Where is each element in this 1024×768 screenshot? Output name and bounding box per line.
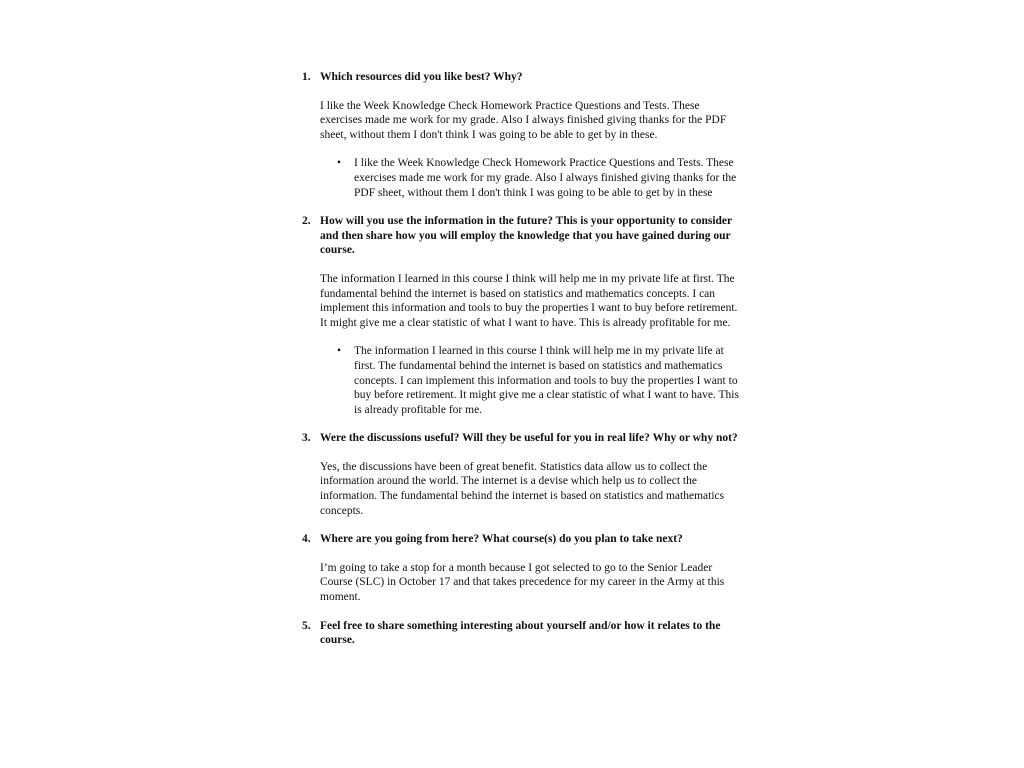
question-item-1 [300,70,740,200]
question-item-2 [300,214,740,417]
question-number: 3. [302,432,311,445]
bullet-icon: • [337,157,342,170]
question-number: 2. [302,215,311,228]
question-number: 5. [302,619,311,632]
answer-paragraph: I like the Week Knowledge Check Homework Practice Questions and Tests. These exercises made me work for my grade. Also I always finished giving thanks for the PDF sheet, without them I don't think I was going to be able to get by in these. [320,99,727,141]
question-number: 1. [302,71,311,83]
question-item-5 [300,619,740,648]
bullet-text: The information I learned in this course I think will help me in my private life at first. The fundamental behind the internet is based on statistics and mathematics concepts. I can implement this information and tools to buy the properties I want to buy before retirement. It might give me a clear statistic of what I want to have. This is already profitable for me. [354,345,739,416]
question-item-3 [300,431,740,518]
answer-bullet [337,156,740,200]
question-text: Were the discussions useful? Will they be useful for you in real life? Why or why not? [320,432,738,445]
document-content [300,70,740,648]
answer-bullet [337,344,740,417]
answer-paragraph: I’m going to take a stop for a month because I got selected to go to the Senior Leader Course (SLC) in October 17 and that takes precedence for my career in the Army at this moment. [320,561,725,604]
question-item-4 [300,532,740,604]
question-number: 4. [302,533,311,546]
question-text: Feel free to share something interesting about yourself and/or how it relates to the course. [320,619,721,647]
question-text: How will you use the information in the future? This is your opportunity to consider and then share how you will employ the knowledge that you have gained during our course. [320,215,732,257]
bullet-text: I like the Week Knowledge Check Homework Practice Questions and Tests. These exercises made me work for my grade. Also I always finished giving thanks for the PDF sheet, without them I don't think I was going to be able to get by in these [354,157,737,199]
answer-paragraph: The information I learned in this course I think will help me in my private life at first. The fundamental behind the internet is based on statistics and mathematics concepts. I can implement this information and tools to buy the properties I want to buy before retirement. It might give me a clear statistic of what I want to have. This is already profitable for me. [320,272,738,329]
answer-paragraph: Yes, the discussions have been of great benefit. Statistics data allow us to collect the information around the world. The internet is a devise which help us to collect the information. The fundamental behind the internet is based on statistics and mathematics concepts. [320,460,725,517]
question-text: Where are you going from here? What course(s) do you plan to take next? [320,533,683,546]
question-text: Which resources did you like best? Why? [320,71,523,83]
bullet-icon: • [337,345,342,358]
